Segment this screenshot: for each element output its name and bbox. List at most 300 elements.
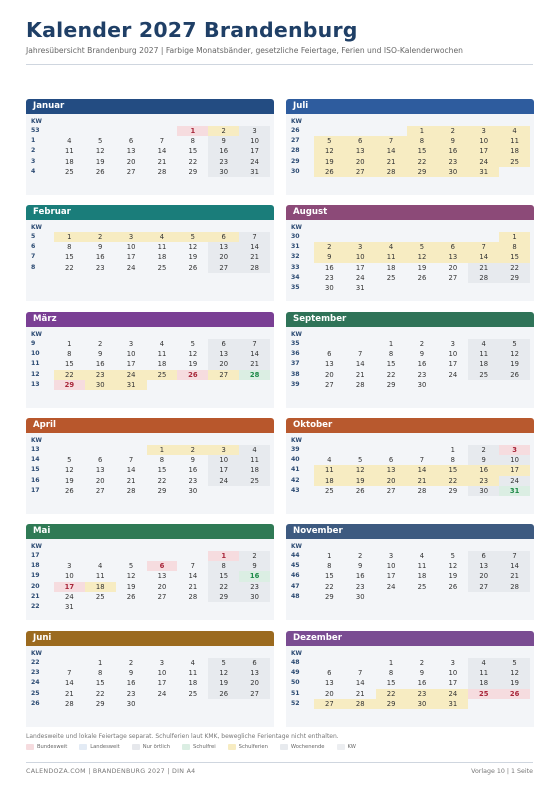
day-cell: 7 — [190, 562, 195, 571]
day-cell: 23 — [417, 370, 427, 379]
day-cell: 8 — [388, 350, 394, 359]
day-cell: 26 — [417, 273, 427, 282]
day-cell: 23 — [239, 582, 270, 592]
day-cell: 27 — [208, 263, 239, 273]
day-cell — [345, 339, 376, 349]
day-cell: 30 — [468, 486, 499, 496]
day-cell: 10 — [448, 350, 458, 359]
day-cell: 17 — [208, 465, 239, 475]
day-cell: 17 — [386, 572, 396, 581]
day-cell: 26 — [126, 592, 136, 601]
day-cell: 4 — [376, 242, 407, 252]
day-cell: 24 — [239, 157, 270, 167]
day-cell: 27 — [157, 592, 167, 601]
day-cell — [376, 592, 407, 602]
day-cell: 9 — [468, 455, 499, 465]
week-row — [30, 157, 270, 167]
day-cell: 30 — [325, 283, 334, 292]
day-cell: 26 — [314, 167, 345, 177]
day-cell: 2 — [419, 659, 425, 667]
day-cell: 28 — [468, 273, 499, 283]
day-cell: 30 — [85, 380, 116, 390]
day-cell: 1 — [450, 446, 455, 454]
day-cell — [314, 232, 345, 242]
day-cell: 13 — [325, 360, 334, 369]
day-cell: 20 — [126, 157, 136, 166]
legend-item — [132, 744, 170, 750]
legend-swatch — [337, 744, 345, 750]
day-cell: 11 — [468, 668, 499, 678]
day-cell: 8 — [327, 562, 332, 571]
week-number: 38 — [291, 370, 300, 378]
day-cell: 18 — [499, 146, 530, 156]
day-cell: 6 — [388, 456, 394, 465]
day-cell: 8 — [159, 456, 165, 465]
day-cell — [345, 126, 376, 136]
month-body — [286, 539, 534, 620]
day-cell: 7 — [358, 669, 363, 678]
day-cell: 12 — [126, 572, 136, 581]
day-cell: 3 — [450, 340, 455, 348]
day-cell: 11 — [239, 455, 270, 465]
day-cell — [468, 232, 499, 242]
day-cell: 1 — [407, 126, 438, 136]
day-cell — [407, 283, 438, 293]
day-cell: 19 — [417, 263, 427, 272]
week-number: 24 — [31, 679, 40, 687]
day-cell: 31 — [116, 380, 147, 390]
week-number: 18 — [31, 562, 40, 570]
day-cell: 6 — [327, 669, 332, 678]
day-cell: 25 — [499, 157, 530, 167]
day-cell: 20 — [208, 252, 239, 262]
day-cell — [407, 445, 438, 455]
month-header: September — [286, 312, 534, 327]
day-cell — [85, 445, 116, 455]
day-cell: 19 — [208, 678, 239, 688]
day-cell: 5 — [190, 340, 195, 348]
week-number: 9 — [31, 340, 36, 347]
day-cell — [437, 283, 468, 293]
week-row — [290, 551, 530, 561]
day-cell: 26 — [448, 582, 458, 591]
week-number: 20 — [31, 582, 40, 590]
week-row — [290, 273, 530, 283]
day-cell: 7 — [128, 456, 134, 465]
day-cell: 29 — [376, 699, 407, 709]
day-cell: 18 — [468, 359, 499, 369]
day-cell: 11 — [188, 669, 198, 678]
day-cell: 10 — [239, 136, 270, 146]
day-cell: 18 — [188, 679, 198, 688]
day-cell: 28 — [65, 699, 74, 708]
day-cell: 9 — [419, 669, 425, 678]
day-cell: 22 — [188, 157, 198, 166]
week-row — [30, 678, 270, 688]
day-cell: 3 — [345, 242, 376, 252]
day-cell: 28 — [239, 263, 270, 273]
day-cell: 12 — [65, 466, 74, 475]
week-number: 3 — [31, 157, 36, 165]
day-cell — [468, 699, 499, 709]
day-cell: 10 — [157, 669, 167, 678]
kw-header: KW — [31, 119, 42, 125]
week-number: 14 — [31, 456, 40, 464]
day-cell: 13 — [468, 561, 499, 571]
week-row — [30, 349, 270, 359]
week-row — [30, 252, 270, 262]
day-cell: 18 — [157, 360, 167, 369]
day-cell: 26 — [65, 486, 74, 495]
day-cell — [437, 380, 468, 390]
week-number: 8 — [31, 263, 36, 271]
day-cell: 10 — [126, 350, 136, 359]
week-number: 1 — [31, 137, 36, 145]
day-cell: 25 — [239, 476, 270, 486]
day-cell: 16 — [437, 146, 468, 156]
week-number: 42 — [291, 476, 300, 484]
legend-label: KW — [347, 744, 356, 750]
day-cell — [54, 658, 85, 668]
day-cell: 22 — [376, 689, 407, 699]
legend-item — [182, 744, 216, 750]
month-body — [286, 646, 534, 727]
day-cell: 29 — [325, 592, 334, 601]
week-row — [290, 263, 530, 273]
day-cell: 31 — [499, 486, 530, 496]
day-cell: 5 — [67, 456, 72, 465]
day-cell: 7 — [468, 242, 499, 252]
day-cell: 1 — [147, 445, 178, 455]
day-cell: 20 — [468, 571, 499, 581]
week-number: 7 — [31, 253, 36, 261]
day-cell: 4 — [468, 339, 499, 349]
day-cell: 25 — [325, 486, 334, 495]
day-cell: 1 — [177, 126, 208, 136]
day-cell: 5 — [499, 339, 530, 349]
day-cell: 11 — [417, 562, 427, 571]
day-cell: 12 — [208, 668, 239, 678]
month-block — [286, 205, 534, 301]
day-cell: 1 — [388, 340, 394, 348]
day-cell: 23 — [95, 263, 105, 272]
day-cell: 5 — [499, 658, 530, 668]
month-header: Mai — [26, 524, 274, 539]
legend-label: Nur örtlich — [142, 744, 171, 750]
day-cell: 28 — [345, 699, 376, 709]
month-block — [26, 205, 274, 301]
week-number: 51 — [291, 689, 300, 697]
week-row — [290, 242, 530, 252]
day-cell: 26 — [499, 689, 530, 699]
day-cell: 16 — [208, 146, 239, 156]
day-cell: 27 — [468, 582, 499, 592]
day-cell: 27 — [325, 380, 334, 389]
day-cell — [147, 380, 178, 390]
day-cell: 28 — [355, 380, 365, 389]
day-cell: 8 — [190, 137, 195, 146]
day-cell: 19 — [499, 359, 530, 369]
day-cell: 21 — [65, 689, 74, 698]
kw-header: KW — [31, 544, 42, 550]
day-cell: 27 — [126, 167, 136, 176]
week-number: 40 — [291, 456, 300, 464]
day-cell: 16 — [417, 360, 427, 369]
day-cell: 30 — [417, 380, 427, 389]
week-row — [290, 349, 530, 359]
day-cell: 11 — [314, 465, 345, 475]
week-number: 13 — [31, 380, 40, 388]
week-number: 35 — [291, 283, 300, 291]
week-row — [30, 242, 270, 252]
week-number: 46 — [291, 572, 300, 580]
day-cell: 11 — [468, 349, 499, 359]
day-cell: 22 — [208, 582, 239, 592]
day-cell — [147, 602, 178, 612]
day-cell — [116, 551, 147, 561]
legend-item — [79, 744, 119, 750]
day-cell: 29 — [499, 273, 530, 283]
day-cell: 5 — [407, 242, 438, 252]
week-number: 39 — [291, 380, 300, 388]
day-cell: 24 — [208, 476, 239, 486]
day-cell — [147, 699, 178, 709]
week-row — [290, 283, 530, 293]
day-cell: 19 — [499, 678, 530, 688]
day-cell: 2 — [239, 551, 270, 561]
week-number: 52 — [291, 699, 300, 707]
day-cell: 7 — [239, 232, 270, 242]
week-number: 49 — [291, 669, 300, 677]
day-cell: 20 — [95, 476, 105, 485]
day-cell: 10 — [386, 562, 396, 571]
week-number: 48 — [291, 592, 300, 600]
week-row — [30, 167, 270, 177]
day-cell: 29 — [157, 486, 167, 495]
day-cell: 29 — [448, 486, 458, 495]
day-cell: 9 — [437, 136, 468, 146]
day-cell: 13 — [157, 572, 167, 581]
month-block — [26, 418, 274, 514]
day-cell: 31 — [239, 167, 270, 177]
week-row — [30, 551, 270, 561]
day-cell: 18 — [85, 582, 116, 592]
legend-item — [228, 744, 268, 750]
day-cell: 19 — [95, 157, 105, 166]
legend-item — [26, 744, 67, 750]
day-cell: 28 — [239, 370, 270, 380]
day-cell: 23 — [188, 476, 198, 485]
week-number: 35 — [291, 340, 300, 347]
day-cell: 4 — [159, 340, 165, 348]
day-cell: 26 — [499, 370, 530, 380]
week-number: 32 — [291, 253, 300, 261]
day-cell: 24 — [157, 689, 167, 698]
kw-header: KW — [291, 119, 302, 125]
day-cell: 22 — [499, 263, 530, 273]
day-cell: 22 — [65, 263, 74, 272]
page-title: Kalender 2027 Brandenburg — [26, 18, 358, 42]
day-cell: 3 — [116, 232, 147, 242]
day-cell: 23 — [126, 689, 136, 698]
week-number: 43 — [291, 486, 300, 494]
day-cell: 11 — [499, 136, 530, 146]
day-cell — [314, 445, 345, 455]
week-row — [290, 167, 530, 177]
day-cell: 22 — [95, 689, 105, 698]
day-cell: 10 — [208, 455, 239, 465]
day-cell: 25 — [95, 592, 105, 601]
day-cell: 16 — [95, 360, 105, 369]
day-cell: 25 — [157, 263, 167, 272]
month-body — [26, 539, 274, 620]
day-cell — [85, 126, 116, 136]
month-body — [286, 114, 534, 195]
week-row — [290, 592, 530, 602]
day-cell: 14 — [355, 679, 365, 688]
day-cell: 20 — [325, 370, 334, 379]
day-cell: 20 — [448, 263, 458, 272]
day-cell: 15 — [188, 147, 198, 156]
day-cell: 12 — [499, 668, 530, 678]
week-row — [290, 699, 530, 709]
day-cell: 23 — [355, 582, 365, 591]
day-cell: 20 — [239, 678, 270, 688]
month-header: Juli — [286, 99, 534, 114]
day-cell: 28 — [499, 582, 530, 592]
day-cell: 28 — [126, 486, 136, 495]
day-cell: 30 — [407, 699, 438, 709]
week-row — [30, 668, 270, 678]
day-cell: 13 — [208, 242, 239, 252]
week-row — [30, 232, 270, 242]
month-body — [286, 220, 534, 301]
week-row — [30, 455, 270, 465]
day-cell: 5 — [358, 456, 363, 465]
day-cell: 29 — [95, 699, 105, 708]
day-cell: 16 — [468, 465, 499, 475]
day-cell: 6 — [239, 658, 270, 668]
month-header: März — [26, 312, 274, 327]
day-cell: 24 — [499, 476, 530, 486]
month-header: November — [286, 524, 534, 539]
day-cell — [499, 167, 530, 177]
day-cell: 8 — [407, 136, 438, 146]
day-cell: 21 — [157, 157, 167, 166]
day-cell: 4 — [147, 232, 178, 242]
week-number: 16 — [31, 476, 40, 484]
day-cell — [177, 551, 208, 561]
week-row — [290, 476, 530, 486]
day-cell: 7 — [358, 350, 363, 359]
day-cell: 23 — [468, 476, 499, 486]
week-number: 26 — [31, 699, 40, 707]
day-cell — [345, 445, 376, 455]
week-row — [290, 359, 530, 369]
day-cell — [147, 126, 178, 136]
day-cell — [239, 602, 270, 612]
day-cell — [437, 232, 468, 242]
day-cell: 14 — [355, 360, 365, 369]
legend-label: Schulfrei — [193, 744, 216, 750]
day-cell: 22 — [407, 157, 438, 167]
week-number: 48 — [291, 659, 300, 666]
day-cell: 11 — [65, 147, 74, 156]
day-cell: 23 — [407, 689, 438, 699]
day-cell: 3 — [450, 659, 455, 667]
day-cell: 25 — [417, 582, 427, 591]
day-cell: 13 — [126, 147, 136, 156]
week-row — [30, 126, 270, 136]
day-cell: 2 — [98, 340, 103, 348]
day-cell — [376, 232, 407, 242]
day-cell: 2 — [419, 340, 425, 348]
day-cell — [54, 126, 85, 136]
day-cell: 3 — [208, 445, 239, 455]
month-body — [26, 327, 274, 408]
day-cell: 30 — [188, 486, 198, 495]
legend — [26, 744, 356, 750]
week-number: 44 — [291, 552, 300, 559]
day-cell: 7 — [419, 456, 425, 465]
week-number: 37 — [291, 360, 300, 368]
month-block — [26, 312, 274, 408]
day-cell: 9 — [358, 562, 363, 571]
day-cell: 7 — [67, 669, 72, 678]
day-cell: 13 — [376, 465, 407, 475]
day-cell: 24 — [65, 592, 74, 601]
day-cell: 3 — [468, 126, 499, 136]
month-header: Juni — [26, 631, 274, 646]
day-cell: 21 — [407, 476, 438, 486]
day-cell: 13 — [239, 668, 270, 678]
day-cell: 17 — [239, 146, 270, 156]
day-cell: 14 — [239, 349, 270, 359]
day-cell: 6 — [437, 242, 468, 252]
day-cell — [468, 380, 499, 390]
week-number: 10 — [31, 350, 40, 358]
day-cell: 14 — [188, 572, 198, 581]
week-number: 15 — [31, 466, 40, 474]
week-row — [290, 146, 530, 156]
day-cell: 10 — [499, 455, 530, 465]
day-cell: 18 — [314, 476, 345, 486]
week-number: 2 — [31, 147, 36, 155]
month-header: April — [26, 418, 274, 433]
day-cell — [376, 283, 407, 293]
day-cell: 1 — [54, 232, 85, 242]
day-cell: 2 — [128, 659, 134, 667]
day-cell: 4 — [98, 562, 103, 571]
day-cell — [407, 592, 438, 602]
kw-header: KW — [291, 438, 302, 444]
legend-swatch — [132, 744, 140, 750]
day-cell: 19 — [126, 582, 136, 591]
day-cell — [208, 486, 239, 496]
day-cell — [376, 445, 407, 455]
day-cell: 5 — [314, 136, 345, 146]
day-cell: 29 — [386, 380, 396, 389]
legend-label: Bundesweit — [37, 744, 68, 750]
legend-swatch — [79, 744, 87, 750]
day-cell: 25 — [468, 370, 499, 380]
kw-header: KW — [31, 332, 42, 338]
day-cell: 9 — [208, 136, 239, 146]
week-number: 28 — [291, 147, 300, 155]
day-cell — [177, 602, 208, 612]
day-cell — [54, 551, 85, 561]
day-cell: 27 — [314, 699, 345, 709]
